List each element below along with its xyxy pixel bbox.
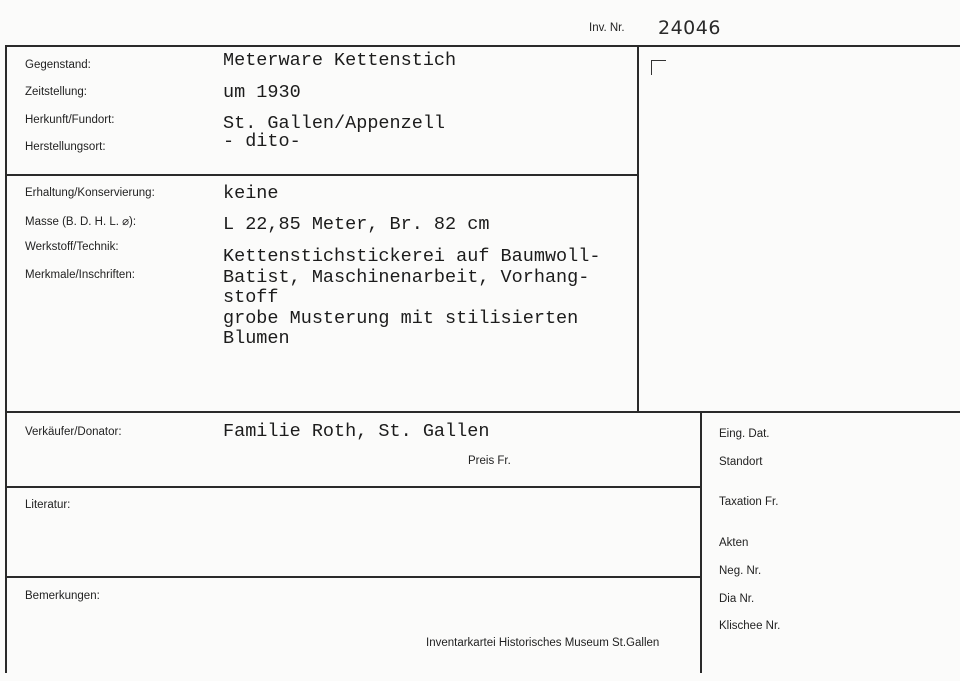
footer-text: Inventarkartei Historisches Museum St.Gallen (426, 637, 660, 649)
description-line: stoff (223, 287, 279, 308)
dia-nr-label: Dia Nr. (719, 593, 755, 605)
werkstoff-label: Werkstoff/Technik: (25, 241, 119, 253)
rule-after-herstellungsort (5, 174, 638, 176)
erhaltung-label: Erhaltung/Konservierung: (25, 187, 155, 199)
rule-after-verkaeufer (5, 486, 701, 488)
herstellungsort-label: Herstellungsort: (25, 141, 106, 153)
gegenstand-value: Meterware Kettenstich (223, 50, 457, 71)
herstellungsort-value: - dito- (223, 131, 301, 152)
zeitstellung-value: um 1930 (223, 82, 301, 103)
zeitstellung-label: Zeitstellung: (25, 86, 88, 98)
klischee-nr-label: Klischee Nr. (719, 620, 781, 632)
literatur-label: Literatur: (25, 499, 71, 511)
inv-nr-label: Inv. Nr. (589, 22, 625, 34)
herkunft-value: St. Gallen/Appenzell (223, 113, 446, 134)
rule-after-literatur (5, 576, 701, 578)
preis-label: Preis Fr. (468, 455, 511, 467)
corner-mark (651, 60, 666, 75)
verkaeufer-label: Verkäufer/Donator: (25, 426, 122, 438)
inv-number: 24046 (658, 17, 721, 39)
rule-after-merkmale (5, 411, 960, 413)
masse-value: L 22,85 Meter, Br. 82 cm (223, 214, 490, 235)
gegenstand-label: Gegenstand: (25, 59, 91, 71)
akten-label: Akten (719, 537, 749, 549)
center-rule (637, 45, 639, 412)
neg-nr-label: Neg. Nr. (719, 565, 762, 577)
taxation-label: Taxation Fr. (719, 496, 779, 508)
left-rule (5, 45, 7, 673)
verkaeufer-value: Familie Roth, St. Gallen (223, 421, 490, 442)
description-line: Batist, Maschinenarbeit, Vorhang- (223, 266, 590, 288)
eing-dat-label: Eing. Dat. (719, 428, 770, 440)
erhaltung-value: keine (223, 183, 279, 204)
masse-label: Masse (B. D. H. L. ⌀): (25, 216, 137, 228)
top-rule (5, 45, 960, 47)
herkunft-label: Herkunft/Fundort: (25, 114, 115, 126)
description-line: Kettenstichstickerei auf Baumwoll- (223, 246, 601, 267)
description-line: Blumen (223, 328, 290, 349)
right-panel-rule (700, 412, 702, 673)
description-block (223, 247, 600, 350)
standort-label: Standort (719, 456, 763, 468)
merkmale-label: Merkmale/Inschriften: (25, 269, 135, 281)
bemerkungen-label: Bemerkungen: (25, 590, 100, 602)
description-line: grobe Musterung mit stilisierten (223, 307, 579, 329)
